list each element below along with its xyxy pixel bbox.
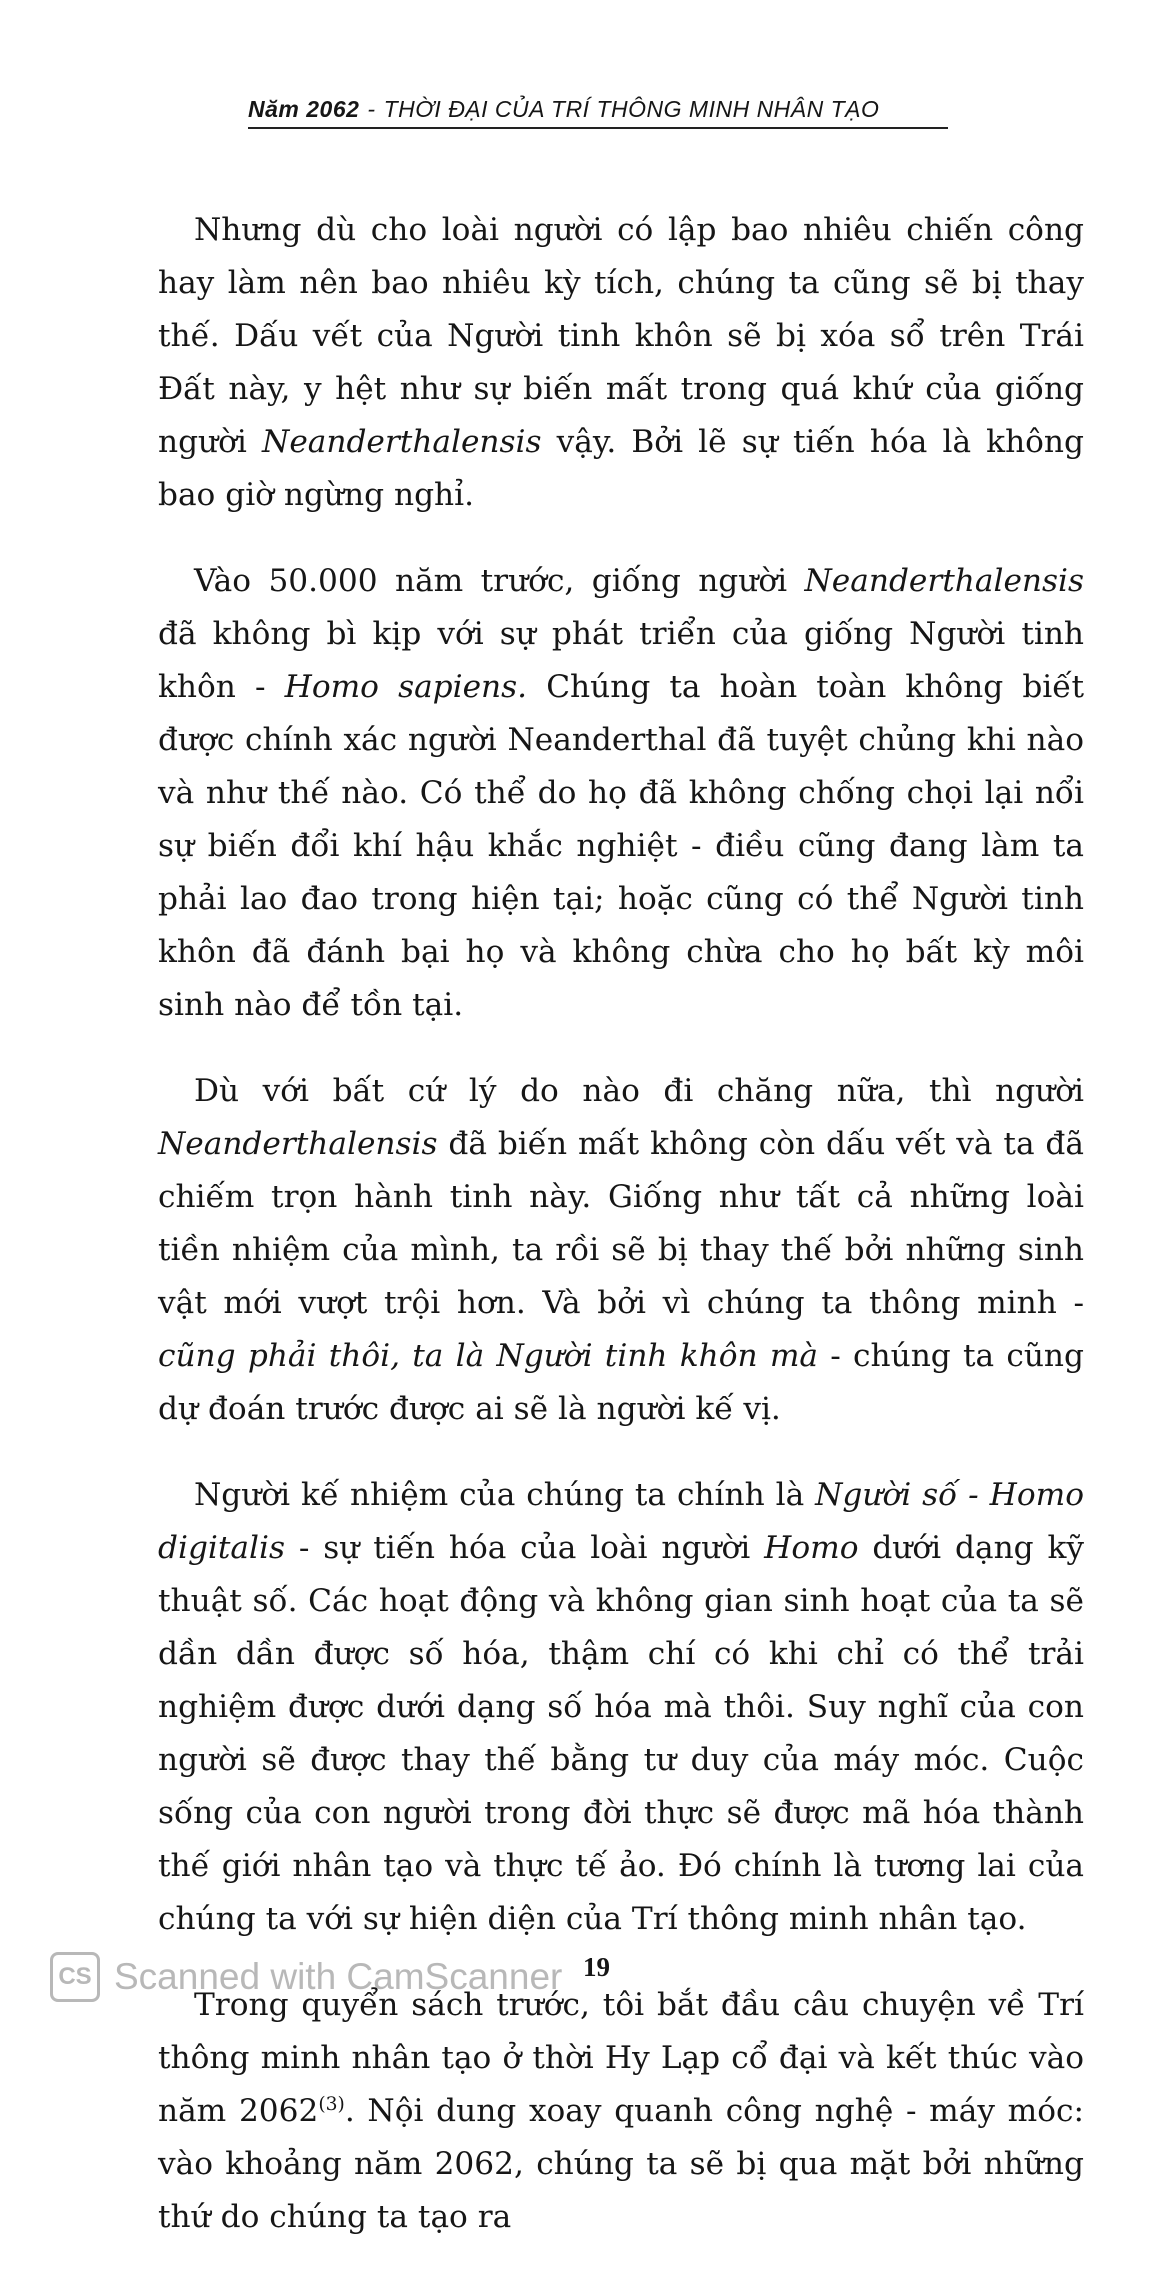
header-rule — [248, 127, 948, 129]
text-run: Vào 50.000 năm trước, giống người — [194, 563, 805, 599]
camscanner-logo-icon: CS — [50, 1952, 100, 2002]
paragraph-3 — [158, 1065, 1084, 1436]
paragraph-2 — [158, 555, 1084, 1032]
text-run: Trong quyển sách trước, tôi bắt đầu câu chuyện về Trí thông minh nhân tạo ở thời Hy Lạp cổ đại và kết thúc vào năm 2062 — [158, 1987, 1084, 2129]
page-number: 19 — [583, 1952, 610, 1982]
text-run: - chúng ta cũng dự đoán trước được ai sẽ là người kế vị. — [158, 1338, 1084, 1427]
text-run: - sự tiến hóa của loài người — [284, 1530, 765, 1566]
italic-run: Neanderthalensis — [262, 424, 542, 460]
text-run: Dù với bất cứ lý do nào đi chăng nữa, thì người — [194, 1073, 1084, 1109]
header-separator: - — [367, 96, 376, 122]
text-run: Chúng ta hoàn toàn không biết được chính xác người Neanderthal đã tuyệt chủng khi nào và như thế nào. Có thể do họ đã không chống chọi lại nổi sự biến đổi khí hậu khắc nghiệt - điều cũng đang làm ta phải lao đao trong hiện tại; hoặc cũng có thể Người tinh khôn đã đánh bại họ và không chừa cho họ bất kỳ môi sinh nào để tồn tại. — [158, 669, 1084, 1023]
text-run: đã không bì kịp với sự phát triển của giống Người tinh khôn - — [158, 616, 1084, 705]
text-run: Người kế nhiệm của chúng ta chính là — [194, 1477, 816, 1513]
paragraph-1 — [158, 204, 1084, 522]
italic-run: Neanderthalensis — [158, 1126, 438, 1162]
text-run: đã biến mất không còn dấu vết và ta đã chiếm trọn hành tinh này. Giống như tất cả những loài tiền nhiệm của mình, ta rồi sẽ bị thay thế bởi những sinh vật mới vượt trội hơn. Và bởi vì chúng ta thông minh - — [158, 1126, 1084, 1321]
watermark-text: Scanned with CamScanner — [114, 1956, 563, 1997]
text-run: Nhưng dù cho loài người có lập bao nhiêu chiến công hay làm nên bao nhiêu kỳ tích, chúng ta cũng sẽ bị thay thế. Dấu vết của Người tinh khôn sẽ bị xóa sổ trên Trái Đất này, y hệt như sự biến mất trong quá khứ của giống người — [158, 212, 1084, 460]
text-run: . Nội dung xoay quanh công nghệ - máy móc: vào khoảng năm 2062, chúng ta sẽ bị qua mặt bởi những thứ do chúng ta tạo ra — [158, 2093, 1084, 2235]
paragraph-4 — [158, 1469, 1084, 1946]
footnote-ref: (3) — [318, 2093, 345, 2115]
italic-run: cũng phải thôi, ta là Người tinh khôn mà — [158, 1338, 819, 1374]
italic-run: Homo — [764, 1530, 859, 1566]
text-run: dưới dạng kỹ thuật số. Các hoạt động và không gian sinh hoạt của ta sẽ dần dần được số hóa, thậm chí có khi chỉ có thể trải nghiệm được dưới dạng số hóa mà thôi. Suy nghĩ của con người sẽ được thay thế bằng tư duy của máy móc. Cuộc sống của con người trong đời thực sẽ được mã hóa thành thế giới nhân tạo và thực tế ảo. Đó chính là tương lai của chúng ta với sự hiện diện của Trí thông minh nhân tạo. — [158, 1530, 1085, 1937]
header-book-title: Năm 2062 — [248, 96, 360, 122]
paragraph-5 — [158, 1979, 1084, 2244]
italic-run: Homo sapiens. — [284, 669, 528, 705]
running-header — [248, 96, 948, 123]
italic-run: Neanderthalensis — [804, 563, 1084, 599]
camscanner-watermark — [50, 1952, 562, 2002]
header-subtitle: THỜI ĐẠI CỦA TRÍ THÔNG MINH NHÂN TẠO — [383, 96, 880, 122]
italic-run: Người số - Homo digitalis — [158, 1477, 1084, 1566]
text-run: vậy. Bởi lẽ sự tiến hóa là không bao giờ ngừng nghỉ. — [158, 424, 1084, 513]
